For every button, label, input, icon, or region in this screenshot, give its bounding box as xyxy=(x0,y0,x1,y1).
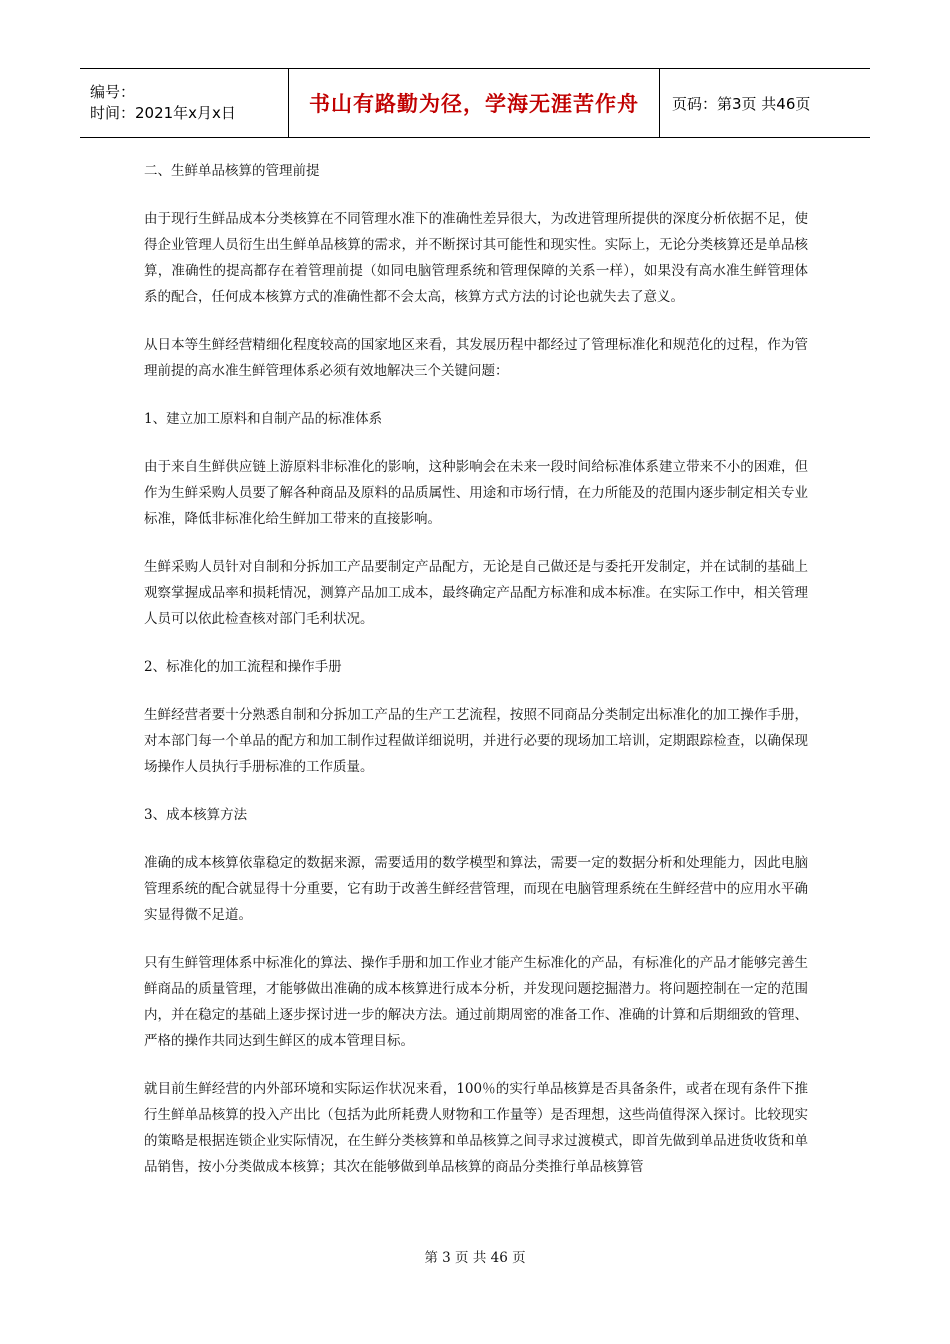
document-body xyxy=(144,158,808,1202)
paragraph: 生鲜采购人员针对自制和分拆加工产品要制定产品配方，无论是自己做还是与委托开发制定，并在试制的基础上观察掌握成品率和损耗情况，测算产品加工成本，最终确定产品配方标准和成本标准。在实际工作中，相关管理人员可以依此检查核对部门毛利状况。 xyxy=(144,559,808,627)
paragraph: 就目前生鲜经营的内外部环境和实际运作状况来看，100％的实行单品核算是否具备条件，或者在现有条件下推行生鲜单品核算的投入产出比（包括为此所耗费人财物和工作量等）是否理想，这些尚值得深入探讨。比较现实的策略是根据连锁企业实际情况，在生鲜分类核算和单品核算之间寻求过渡模式，即首先做到单品进货收货和单品销售，按小分类做成本核算；其次在能够做到单品核算的商品分类推行单品核算管 xyxy=(144,1081,808,1175)
paragraph: 由于来自生鲜供应链上游原料非标准化的影响，这种影响会在未来一段时间给标准体系建立带来不小的困难，但作为生鲜采购人员要了解各种商品及原料的品质属性、用途和市场行情，在力所能及的范围内逐步制定相关专业标准，降低非标准化给生鲜加工带来的直接影响。 xyxy=(144,459,808,527)
paragraph: 准确的成本核算依靠稳定的数据来源，需要适用的数学模型和算法，需要一定的数据分析和处理能力，因此电脑管理系统的配合就显得十分重要，它有助于改善生鲜经营管理，而现在电脑管理系统在生鲜经营中的应用水平确实显得微不足道。 xyxy=(144,855,808,923)
page-info-text: 页码：第3页 共46页 xyxy=(672,94,811,113)
page-header xyxy=(80,68,870,138)
subsection-heading: 3、成本核算方法 xyxy=(144,807,248,823)
footer-page-number: 第 3 页 共 46 页 xyxy=(424,1250,526,1266)
motto-text: 书山有路勤为径，学海无涯苦作舟 xyxy=(309,92,639,116)
time-label: 时间：2021年x月x日 xyxy=(90,104,236,122)
paragraph: 生鲜经营者要十分熟悉自制和分拆加工产品的生产工艺流程，按照不同商品分类制定出标准化的加工操作手册，对本部门每一个单品的配方和加工制作过程做详细说明，并进行必要的现场加工培训，定期跟踪检查，以确保现场操作人员执行手册标准的工作质量。 xyxy=(144,707,808,775)
number-label: 编号： xyxy=(90,83,136,101)
page-footer xyxy=(0,1246,950,1266)
section-heading: 二、生鲜单品核算的管理前提 xyxy=(144,163,320,179)
header-page-info xyxy=(660,69,870,137)
paragraph: 只有生鲜管理体系中标准化的算法、操作手册和加工作业才能产生标准化的产品，有标准化的产品才能够完善生鲜商品的质量管理，才能够做出准确的成本核算进行成本分析，并发现问题挖掘潜力。将问题控制在一定的范围内，并在稳定的基础上逐步探讨进一步的解决方法。通过前期周密的准备工作、准确的计算和后期细致的管理、严格的操作共同达到生鲜区的成本管理目标。 xyxy=(144,955,808,1049)
header-motto-cell xyxy=(288,69,660,137)
subsection-heading: 2、标准化的加工流程和操作手册 xyxy=(144,659,342,675)
subsection-heading: 1、建立加工原料和自制产品的标准体系 xyxy=(144,411,383,427)
header-meta xyxy=(80,69,288,137)
paragraph: 由于现行生鲜品成本分类核算在不同管理水准下的准确性差异很大，为改进管理所提供的深度分析依据不足，使得企业管理人员衍生出生鲜单品核算的需求，并不断探讨其可能性和现实性。实际上，无论分类核算还是单品核算，准确性的提高都存在着管理前提（如同电脑管理系统和管理保障的关系一样），如果没有高水准生鲜管理体系的配合，任何成本核算方式的准确性都不会太高，核算方式方法的讨论也就失去了意义。 xyxy=(144,211,808,305)
paragraph: 从日本等生鲜经营精细化程度较高的国家地区来看，其发展历程中都经过了管理标准化和规范化的过程，作为管理前提的高水准生鲜管理体系必须有效地解决三个关键问题： xyxy=(144,337,808,379)
